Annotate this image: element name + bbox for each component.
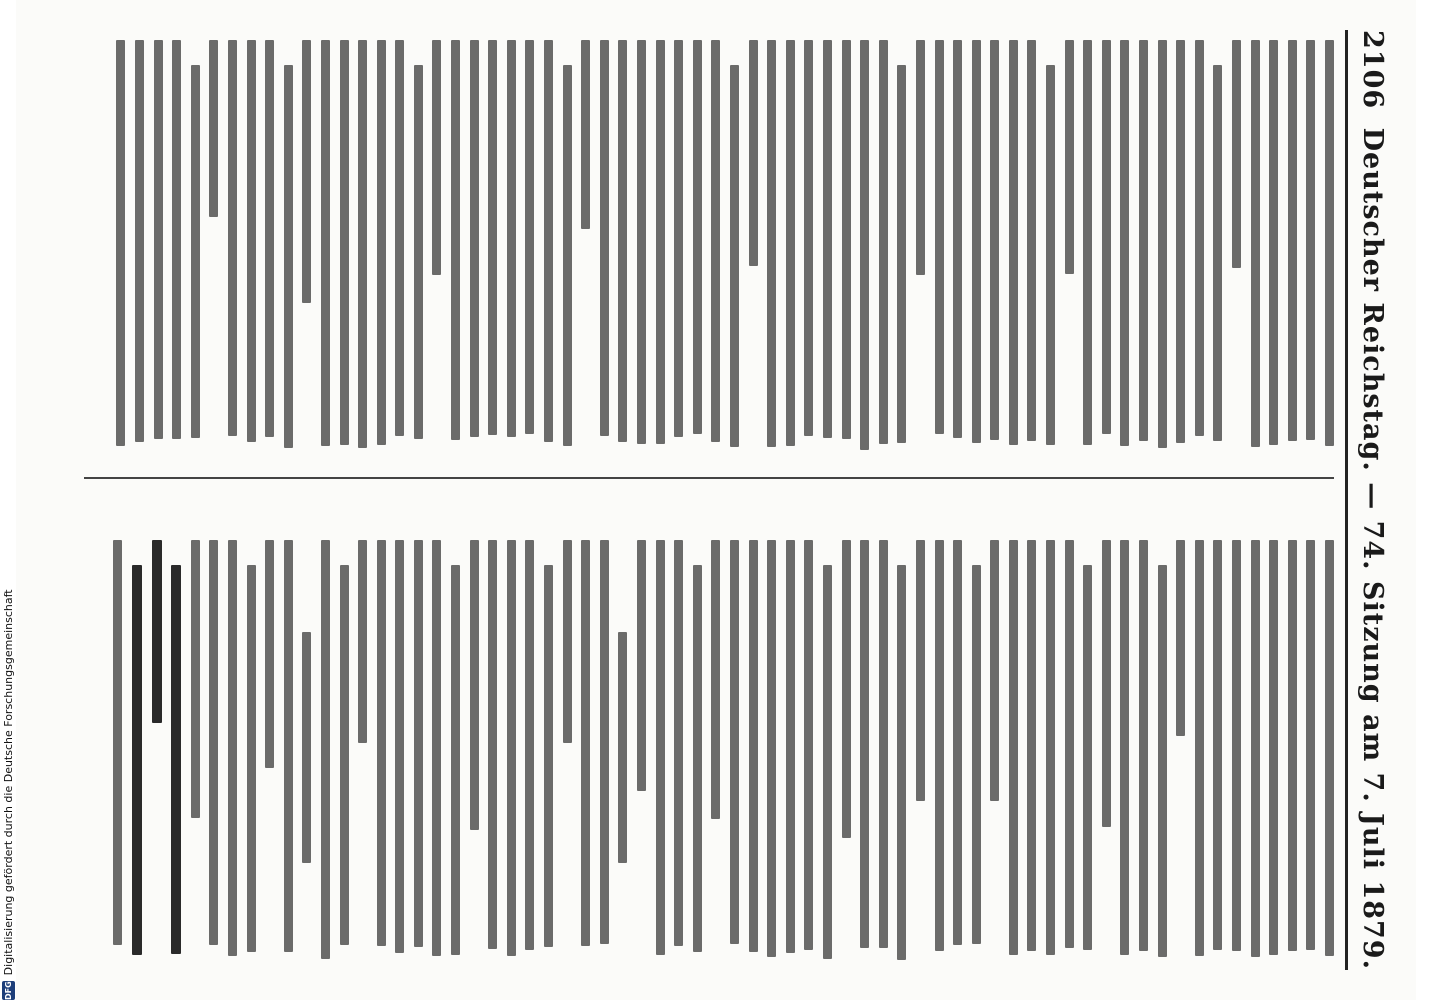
- text-column-left: [84, 40, 1334, 450]
- text-line: [1083, 565, 1092, 950]
- text-line: [953, 40, 962, 438]
- header-rule: [1345, 30, 1348, 970]
- text-line: [1028, 540, 1037, 951]
- text-line: [693, 40, 702, 434]
- text-line: [897, 65, 906, 443]
- text-line: [1306, 540, 1315, 950]
- text-line: [1139, 540, 1148, 951]
- text-line: [228, 540, 237, 956]
- text-line: [935, 40, 944, 434]
- text-line: [1195, 40, 1204, 436]
- text-line: [767, 40, 776, 447]
- text-line: [284, 65, 293, 448]
- text-line: [1251, 40, 1260, 447]
- text-line: [284, 540, 293, 952]
- text-line: [470, 40, 479, 437]
- text-line: [321, 540, 330, 959]
- text-line: [1028, 40, 1037, 441]
- text-line: [860, 40, 869, 450]
- text-line: [395, 540, 404, 953]
- text-line: [488, 540, 497, 949]
- text-line: [860, 540, 869, 948]
- text-line: [674, 40, 683, 437]
- text-line: [1176, 540, 1185, 736]
- text-line: [935, 540, 944, 951]
- text-line: [1009, 540, 1018, 955]
- text-line: [152, 540, 162, 723]
- text-line: [1065, 540, 1074, 948]
- credit-text: Digitalisierung gefördert durch die Deutsche Forschungsgemeinschaft: [1, 589, 15, 976]
- text-line: [116, 40, 125, 446]
- text-line: [451, 40, 460, 440]
- text-line: [730, 65, 739, 448]
- dfg-logo-icon: DFG: [3, 981, 13, 1000]
- text-line: [302, 632, 311, 863]
- text-line: [544, 40, 553, 442]
- text-line: [618, 632, 627, 863]
- text-line: [265, 540, 274, 768]
- text-line: [879, 40, 888, 444]
- text-line: [507, 540, 516, 956]
- text-line: [1158, 40, 1167, 448]
- text-line: [1269, 40, 1278, 445]
- text-line: [1009, 40, 1018, 445]
- text-line: [377, 40, 386, 445]
- text-line: [135, 40, 144, 442]
- text-line: [414, 540, 423, 947]
- text-line: [879, 540, 888, 948]
- text-column-right: [84, 540, 1334, 960]
- text-line: [1325, 40, 1334, 446]
- text-line: [358, 40, 367, 448]
- text-line: [247, 40, 256, 442]
- text-line: [1139, 40, 1148, 441]
- text-line: [786, 540, 795, 953]
- text-line: [1102, 40, 1111, 434]
- text-line: [433, 540, 442, 956]
- text-line: [916, 540, 925, 801]
- text-line: [1288, 540, 1297, 951]
- text-line: [1288, 40, 1297, 441]
- text-line: [1176, 40, 1185, 443]
- page-header: [1352, 30, 1394, 970]
- text-line: [1232, 540, 1241, 951]
- text-line: [1102, 540, 1111, 827]
- text-line: [600, 40, 609, 436]
- text-line: [470, 540, 479, 830]
- text-line: [172, 40, 181, 439]
- text-line: [265, 40, 274, 437]
- text-line: [358, 540, 367, 743]
- text-line: [1325, 540, 1334, 956]
- text-line: [842, 40, 851, 439]
- text-line: [916, 40, 925, 275]
- text-line: [414, 65, 423, 439]
- text-line: [377, 540, 386, 946]
- text-line: [972, 565, 981, 943]
- text-line: [395, 40, 404, 436]
- page-title: Deutscher Reichstag. — 74. Sitzung am 7. Juli 1879.: [1357, 127, 1389, 970]
- text-line: [191, 65, 200, 438]
- page-number: 2106: [1357, 30, 1389, 110]
- text-line: [749, 540, 758, 952]
- text-line: [674, 540, 683, 946]
- text-line: [525, 540, 534, 950]
- newspaper-page: [16, 0, 1416, 1000]
- text-line: [581, 540, 590, 946]
- text-line: [823, 565, 832, 959]
- text-line: [618, 40, 627, 442]
- text-line: [563, 65, 572, 447]
- text-line: [767, 540, 776, 957]
- text-line: [637, 40, 646, 444]
- text-line: [228, 40, 237, 436]
- text-line: [132, 565, 142, 955]
- text-line: [209, 40, 218, 217]
- text-line: [842, 540, 851, 838]
- text-line: [600, 540, 609, 944]
- text-line: [1120, 540, 1129, 955]
- text-line: [154, 40, 163, 439]
- text-line: [1232, 40, 1241, 268]
- text-line: [1065, 40, 1074, 274]
- text-line: [171, 565, 181, 953]
- text-line: [544, 565, 553, 946]
- text-line: [637, 540, 646, 791]
- text-line: [433, 40, 442, 275]
- text-line: [1046, 65, 1055, 446]
- text-line: [711, 40, 720, 442]
- text-line: [786, 40, 795, 446]
- text-line: [953, 540, 962, 945]
- text-line: [340, 40, 349, 445]
- text-line: [451, 565, 460, 955]
- text-line: [1213, 65, 1222, 442]
- text-line: [581, 40, 590, 229]
- text-line: [507, 40, 516, 437]
- text-line: [730, 540, 739, 944]
- text-line: [209, 540, 218, 945]
- text-line: [113, 540, 122, 945]
- text-line: [1046, 540, 1055, 955]
- text-line: [656, 40, 665, 444]
- text-line: [1195, 540, 1204, 956]
- text-line: [488, 40, 497, 435]
- text-line: [340, 565, 349, 945]
- text-line: [302, 40, 311, 303]
- text-line: [749, 40, 758, 266]
- text-line: [656, 540, 665, 955]
- text-line: [1213, 540, 1222, 950]
- text-line: [804, 540, 813, 950]
- text-line: [990, 40, 999, 440]
- text-line: [897, 565, 906, 960]
- text-line: [693, 565, 702, 952]
- text-line: [711, 540, 720, 819]
- text-line: [563, 540, 572, 743]
- text-line: [1083, 40, 1092, 445]
- text-line: [1120, 40, 1129, 446]
- text-line: [247, 565, 256, 952]
- text-line: [1251, 540, 1260, 957]
- column-divider: [84, 477, 1334, 479]
- digitization-credit: [0, 589, 16, 1000]
- text-line: [321, 40, 330, 446]
- text-line: [804, 40, 813, 436]
- text-line: [1306, 40, 1315, 440]
- text-line: [972, 40, 981, 443]
- text-line: [525, 40, 534, 434]
- text-line: [1158, 565, 1167, 957]
- text-line: [1269, 540, 1278, 955]
- text-line: [990, 540, 999, 801]
- text-line: [823, 40, 832, 438]
- text-line: [191, 540, 200, 818]
